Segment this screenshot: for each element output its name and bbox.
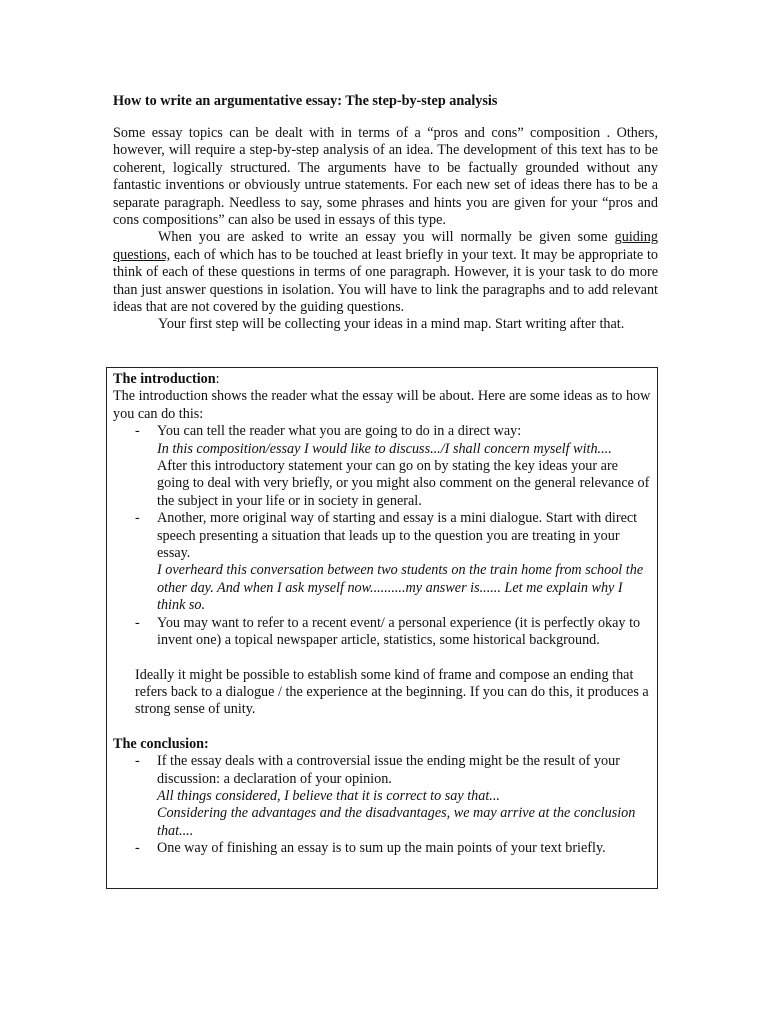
list-item — [113, 615, 651, 650]
list-item-text: After this introductory statement your can go on by stating the key ideas your are going to deal with very briefly, or you might also comment on the general relevance of the subject in your life or in society in general. — [157, 458, 650, 509]
introduction-heading: The introduction — [113, 371, 216, 387]
intro-paragraph-3: Your first step will be collecting your ideas in a mind map. Start writing after that. — [158, 316, 625, 333]
example-phrase: Considering the advantages and the disadvantages, we may arrive at the conclusion that.... — [157, 805, 636, 839]
list-item — [113, 423, 651, 510]
guiding-questions-underlined: guiding questions, — [113, 229, 658, 263]
intro-paragraph-1: Some essay topics can be dealt with in terms of a “pros and cons” composition . Others, however, will require a step-by-step analysis of an idea. The development of this text has to be coherent, logically structured. The arguments have to be factually grounded without any fantastic inventions or obviously untrue statements. For each new set of ideas there has to be a separate paragraph. Needless to say, some phrases and hints you are given for your “pros and cons compositions” can also be used in essays of this type. — [113, 125, 658, 229]
introduction-heading-colon: : — [215, 371, 220, 387]
example-phrase: All things considered, I believe that it is correct to say that... — [157, 787, 500, 804]
example-phrase: I overheard this conversation between two students on the train home from school the other day. And when I ask myself now..........my answer is...... Let me explain why I think so. — [157, 562, 644, 614]
outline-box — [106, 367, 658, 889]
list-item-text: speech presenting a situation that leads up to the question you are treating in your essay. — [157, 527, 620, 562]
list-item-text: - If the essay deals with a controversial issue the ending might be the result of your discussion: a declaration of your opinion. — [157, 753, 620, 787]
list-item — [113, 840, 651, 857]
paragraph-2-start: When you are asked to write an essay you will normally be given some — [158, 229, 615, 246]
list-item-text: - You may want to refer to a recent event/ a personal experience (it is perfectly okay to invent one) a topical newspaper article, statistics, some historical background. — [157, 614, 641, 649]
introduction-list — [113, 423, 651, 649]
list-item-text: - Another, more original way of starting and essay is a mini dialogue. Start with direct — [157, 510, 638, 527]
conclusion-list — [113, 753, 651, 857]
document-title: How to write an argumentative essay: The step-by-step analysis — [113, 93, 498, 109]
intro-text — [113, 125, 658, 334]
introduction-heading-line — [113, 371, 651, 388]
introduction-closing: Ideally it might be possible to establish some kind of frame and compose an ending that refers back to a dialogue / the experience at the beginning. If you can do this, it produces a strong sense of unity. — [135, 666, 649, 718]
intro-paragraph-2 — [113, 229, 658, 316]
introduction-lead: The introduction shows the reader what the essay will be about. Here are some ideas as to how you can do this: — [113, 388, 651, 422]
example-phrase: In this composition/essay I would like to discuss.../I shall concern myself with.... — [157, 440, 612, 457]
list-item-text: - You can tell the reader what you are going to do in a direct way: — [157, 423, 522, 440]
conclusion-heading: The conclusion: — [113, 735, 209, 752]
list-item — [113, 753, 651, 840]
list-item-text: - One way of finishing an essay is to sum up the main points of your text briefly. — [157, 840, 606, 857]
paragraph-2-end: each of which has to be touched at least briefly in your text. It may be appropriate to think of each of these questions in terms of one paragraph. However, it is your task to do more than just answer questions in isolation. You will have to link the paragraphs and to add relevant ideas that are not covered by the guiding questions. — [113, 246, 658, 316]
list-item — [113, 510, 651, 614]
